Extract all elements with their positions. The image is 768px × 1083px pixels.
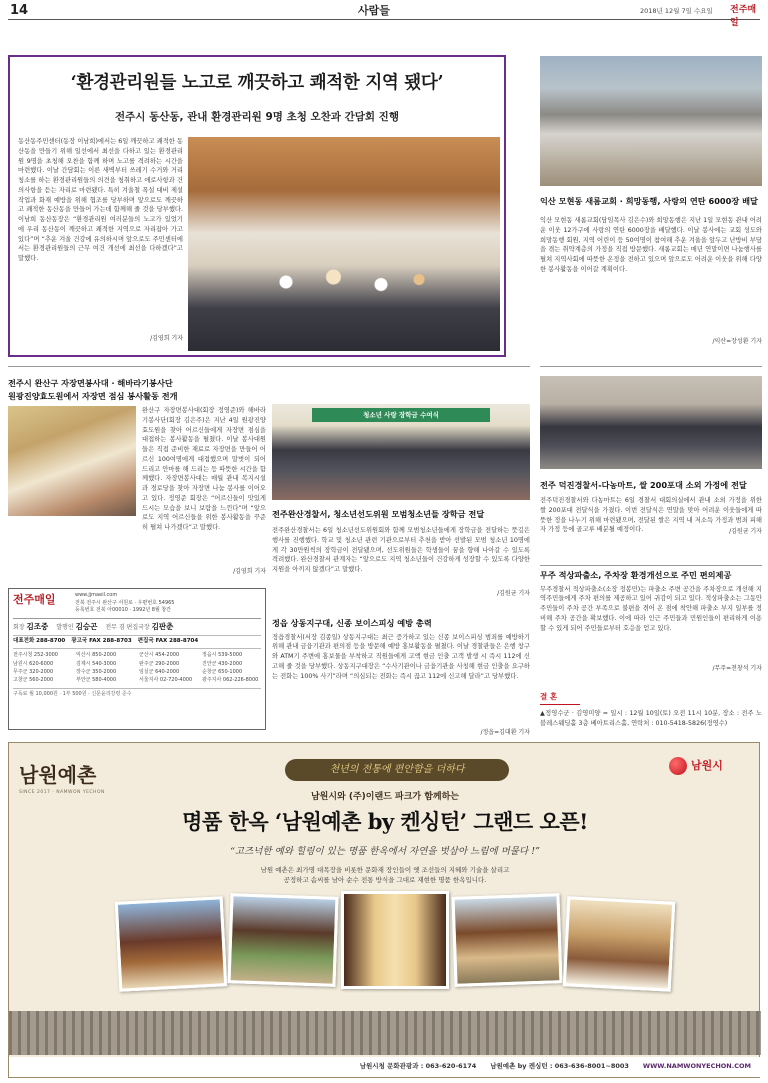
story-title: 익산 모현동 새롬교회 · 희망동행, 사랑의 연탄 6000장 배달 (540, 196, 758, 206)
bureau-item: 부안군 580-4000 (76, 677, 117, 684)
phone-line: 편집국 FAX 288-8704 (137, 638, 199, 645)
bureau-item: 정읍시 539-5000 (202, 652, 243, 659)
ad-description (9, 865, 761, 886)
ad-photo (227, 893, 338, 987)
story-right-mid (540, 376, 762, 546)
ad-desc-line: 남원 예촌은 최가명 대목장을 비롯한 문화재 장인들이 옛 조선들의 지혜와 기술을 살리고 (260, 866, 510, 874)
bureau-item: 무주군 320-2000 (13, 668, 54, 675)
top-story-photo (188, 137, 500, 351)
ad-photo (451, 893, 562, 987)
page-header (8, 0, 760, 29)
ad-photo (115, 896, 228, 992)
masthead-footer: 구독료 월 10,000원 · 1부 500원 · 신문윤리강령 준수 (13, 688, 261, 698)
wedding-notice (540, 692, 762, 734)
bureau-item: 임실군 640-2000 (139, 668, 180, 675)
bureau-item: 완주군 290-2000 (139, 660, 180, 667)
photo-banner: 청소년 사랑 장학금 수여식 (312, 408, 490, 422)
ad-photo (341, 891, 449, 989)
story-title-line1: 전주시 완산구 자장면봉사대 · 해바라기봉사단 (8, 378, 173, 388)
bureau-item: 고창군 560-2000 (13, 677, 54, 684)
staff-label: 발행인 (56, 623, 74, 631)
staff-name: 김승곤 (75, 621, 98, 631)
ad-photo-strip (117, 891, 677, 1001)
story-title-line2: 원광진양효도원에서 자장면 점심 봉사활동 전개 (8, 390, 178, 401)
wedding-text: ▲정영수군 · 김영미양 = 일시 : 12월 10일(토) 오전 11시 10분, 장소 : 전주 노블레스웨딩홀 3층 베아트리스홀, 연락처 : 010-5418-5826(정영수) (540, 709, 762, 727)
bureau-list (13, 652, 261, 684)
ad-city-logo (669, 757, 723, 775)
story-right-bottom (540, 570, 762, 685)
masthead-box (8, 588, 266, 730)
ad-partner: 남원시와 (주)이랜드 파크가 함께하는 (310, 792, 460, 802)
story-mid-2 (272, 618, 530, 738)
ad-banner-text: 천년의 전통에 편안함을 더하다 (329, 764, 465, 775)
ad-website[interactable]: WWW.NAMWONYECHON.COM (642, 1062, 751, 1071)
story-mid (272, 404, 530, 604)
ad-headline: 명품 한옥 ‘남원예촌 by 켄싱턴’ 그랜드 오픈! (182, 809, 588, 834)
bureau-item: 전주시청 252-3000 (13, 652, 58, 659)
page-number: 14 (10, 3, 29, 18)
story-photo (8, 406, 136, 516)
bureau-item: 군산시 454-2000 (139, 652, 180, 659)
masthead-small: 전주매일 (730, 5, 757, 29)
ad-desc-line: 공정하고 솜씨를 남아 순수 전통 방식을 그대로 재현한 명품 한옥입니다. (283, 876, 487, 885)
ad-contact-resort: 남원예촌 by 켄싱턴 : 063-636-8001~8003 (490, 1062, 629, 1071)
bureau-item: 장수군 350-2000 (76, 668, 117, 675)
bureau-item: 광주지사 062-226-8000 (202, 677, 259, 684)
city-emblem-icon (669, 757, 687, 775)
top-story-body (18, 137, 183, 347)
story-title: 전주완산경찰서, 청소년선도위원 모범청소년들 장학금 전달 (272, 509, 485, 519)
story-title: 정읍 상동지구대, 신종 보이스피싱 예방 총력 (272, 618, 432, 628)
ad-photo (563, 896, 676, 992)
staff-label: 회장 (13, 623, 25, 631)
masthead-staff (13, 622, 261, 633)
staff-label: 전무 겸 편집국장 (105, 623, 150, 631)
bureau-item: 진안군 430-2000 (202, 660, 243, 667)
ad-city-name: 남원시 (691, 759, 723, 773)
bureau-item: 순창군 650-1000 (202, 668, 243, 675)
article-body: 전주덕진경찰서와 다농마트는 6일 경찰서 대회의실에서 관내 소외 가정을 위한 쌀 200포대 전달식을 가졌다. 이번 전달식은 연말을 맞아 어려운 이웃들에게 따뜻한 정을 나누기 위해 마련됐으며, 전달된 쌀은 지역 내 저소득 가정과 범죄 피해자 가정 등에 골고루 배분될 예정이다. (540, 497, 762, 534)
story-title: 전주 덕진경찰서-다농마트, 쌀 200포대 소외 가정에 전달 (540, 480, 747, 490)
ad-tagline: “고즈넉한 예와 힐링이 있는 명품 한옥에서 자연을 벗삼아 느림에 머물다 !” (230, 846, 540, 857)
masthead-logo: 전주매일 (13, 593, 56, 606)
top-story-title: ‘환경관리원들 노고로 깨끗하고 쾌적한 지역 됐다’ (70, 73, 444, 93)
bureau-item: 김제시 540-3000 (76, 660, 117, 667)
article-credit: /무주=천창석 기자 (712, 664, 762, 672)
masthead-website[interactable]: www.jjmaeil.com (75, 592, 118, 598)
staff-name: 김판춘 (151, 621, 174, 631)
ad-roof-pattern (9, 1011, 761, 1055)
article-credit: /익산=장성환 기자 (712, 338, 762, 345)
bureau-item: 남원시 620-6000 (13, 660, 54, 667)
article-body: 무주경찰서 적상파출소(소장 정봉민)는 파출소 주변 공간을 주차장으로 개선해 지역주민들에게 주차 편의를 제공하고 있어 귀감이 되고 있다. 적상파출소는 그동안 주민들이 주차 공간 부족으로 불편을 겪어 온 점에 착안해 파출소 부지 일부를 정비해 주차 공간을 확보했다. 이에 따라 인근 주민들과 민원인들이 편리하게 이용할 수 있게 되어 주민들로부터 호응을 얻고 있다. (540, 585, 762, 632)
ad-brand-name: 남원예촌 (19, 763, 97, 787)
masthead-phones (13, 635, 261, 649)
ad-contact-bar (9, 1057, 761, 1077)
masthead-address: 전북 전주시 완산구 서원로 · 우편번호 54965 (75, 599, 175, 606)
story-title: 무주 적상파출소, 주차장 환경개선으로 주민 편의제공 (540, 570, 732, 580)
story-right-top (540, 56, 762, 356)
article-body: 전주완산경찰서는 6일 청소년선도위원회와 함께 모범청소년들에게 장학금을 전달하는 뜻깊은 행사를 진행했다. 학교 및 청소년 관련 기관으로부터 추천을 받아 선발된 모범 청소년 10명에게 각 30만원씩의 장학금이 전달됐으며, 선도위원들은 학생들이 꿈을 향해 나아갈 수 있도록 격려했다. 완산경찰서 관계자는 “앞으로도 지역 청소년들이 건강하게 성장할 수 있도록 다양한 지원을 아끼지 않겠다”고 말했다. (272, 527, 530, 573)
staff-name: 김조중 (26, 621, 49, 631)
section-name: 사람들 (358, 4, 390, 17)
article-credit: /김원균 기자 (729, 528, 762, 535)
wedding-label: 결 혼 (540, 692, 580, 705)
story-left-mid (8, 378, 266, 573)
phone-line: 대표전화 288-8700 (13, 638, 66, 645)
article-credit: /김원균 기자 (497, 590, 530, 597)
article-body: 동산동주민센터(동장 이남희)에서는 6일 깨끗하고 쾌적한 동산동을 만들기 위해 일선에서 최선을 다하고 있는 환경관리원 9명을 초청해 오찬을 함께 하며 노고를 격려하는 시간을 마련했다. 이날 간담회는 이른 새벽부터 쓰레기 수거와 거리 청소를 하는 환경관리원들의 의견을 청취하고 애로사항과 건의사항을 듣는 자리로 마련됐다. 특히 겨울철 폭설 대비 제설작업과 화재 예방을 위해 협조를 당부하며 앞으로도 깨끗하고 쾌적한 동산동을 만들어 가는데 함께해 줄 것을 당부했다. 이남희 동산동장은 “환경관리원 여러분들의 노고가 있었기에 우리 동산동이 깨끗하고 쾌적한 지역으로 자리잡아 가고 있다”며 “추운 겨울 건강에 유의하시며 앞으로도 주민센터에서는 환경관리원들의 근무 여건 개선에 최선을 다하겠다”고 말했다. (18, 138, 183, 262)
top-story (8, 55, 506, 357)
bureau-item: 익산시 850-2000 (76, 652, 117, 659)
story-photo (272, 404, 530, 500)
article-body: 정읍경찰서(서장 김종일) 상동지구대는 최근 증가하고 있는 신종 보이스피싱 범죄를 예방하기 위해 관내 금융기관과 편의점 등을 방문해 예방 홍보활동을 펼쳤다. 이날 경찰관들은 은행 창구와 ATM기 주변에 홍보물을 부착하고 직원들에게 고액 현금 인출 고객 발생 시 즉시 112에 신고해 줄 것을 당부했다. 상동지구대장은 “수사기관이나 금융기관을 사칭해 현금 인출을 요구하는 전화는 100% 사기”라며 “의심되는 전화는 즉시 끊고 112에 신고해 달라”고 당부했다. (272, 633, 530, 680)
bureau-item: 서울지사 02-720-4000 (139, 677, 193, 684)
story-photo (540, 56, 762, 186)
table-dishes (248, 257, 438, 307)
article-credit: /김영희 기자 (150, 335, 183, 342)
issue-date: 2018년 12월 7일 수요일 (640, 7, 713, 15)
article-body: 익산 모현동 새롬교회(담임목사 김은수)와 희망동행은 지난 1일 모현동 관내 어려운 이웃 12가구에 사랑의 연탄 6000장을 배달했다. 이날 봉사에는 교회 성도와 희망동행 회원, 지역 어린이 등 50여명이 참여해 추운 겨울을 앞두고 난방비 부담을 겪는 취약계층의 가정을 직접 방문했다. 새롬교회는 매년 연말이면 나눔행사를 펼쳐 지역사회에 따뜻한 온정을 전하고 있으며 앞으로도 어려운 이웃을 위해 다양한 봉사활동을 이어갈 계획이다. (540, 217, 762, 273)
ad-contact-city: 남원시청 문화관광과 : 063-620-6174 (359, 1062, 477, 1071)
ad-banner (285, 759, 509, 781)
article-body: 완산구 자장면봉사대(회장 정영준)와 해바라기봉사단(회장 김은주)은 지난 4일 원광진양효도원을 찾아 어르신들에게 자장면 점심을 대접하는 봉사활동을 펼쳤다. 이날 봉사대원들은 직접 준비한 재료로 자장면을 만들어 어르신 100여명에게 대접했으며 말벗이 되어 드리고 안마를 해 드리는 등 따뜻한 시간을 함께했다. 자장면봉사대는 매월 관내 복지시설과 경로당을 찾아 자장면 나눔 봉사를 이어오고 있다. 정영준 회장은 “어르신들이 맛있게 드시는 모습을 보니 보람을 느낀다”며 “앞으로도 지역 어르신들을 위한 봉사활동을 꾸준히 펼쳐 나가겠다”고 말했다. (142, 407, 266, 531)
article-credit: /정읍=김대환 기자 (480, 728, 530, 736)
phone-line: 광고국 FAX 288-8703 (71, 638, 132, 645)
top-story-subtitle: 전주시 동산동, 관내 환경관리원 9명 초청 오찬과 간담회 진행 (115, 111, 399, 123)
story-photo (540, 376, 762, 469)
article-credit: /김영희 기자 (233, 568, 266, 575)
ad-brand-sub: SINCE 2017 · NAMWON YECHON (19, 790, 105, 795)
masthead-registration: 등록번호 전북 아00010 · 1992년 8월 창간 (75, 607, 172, 613)
advertisement (8, 742, 760, 1078)
